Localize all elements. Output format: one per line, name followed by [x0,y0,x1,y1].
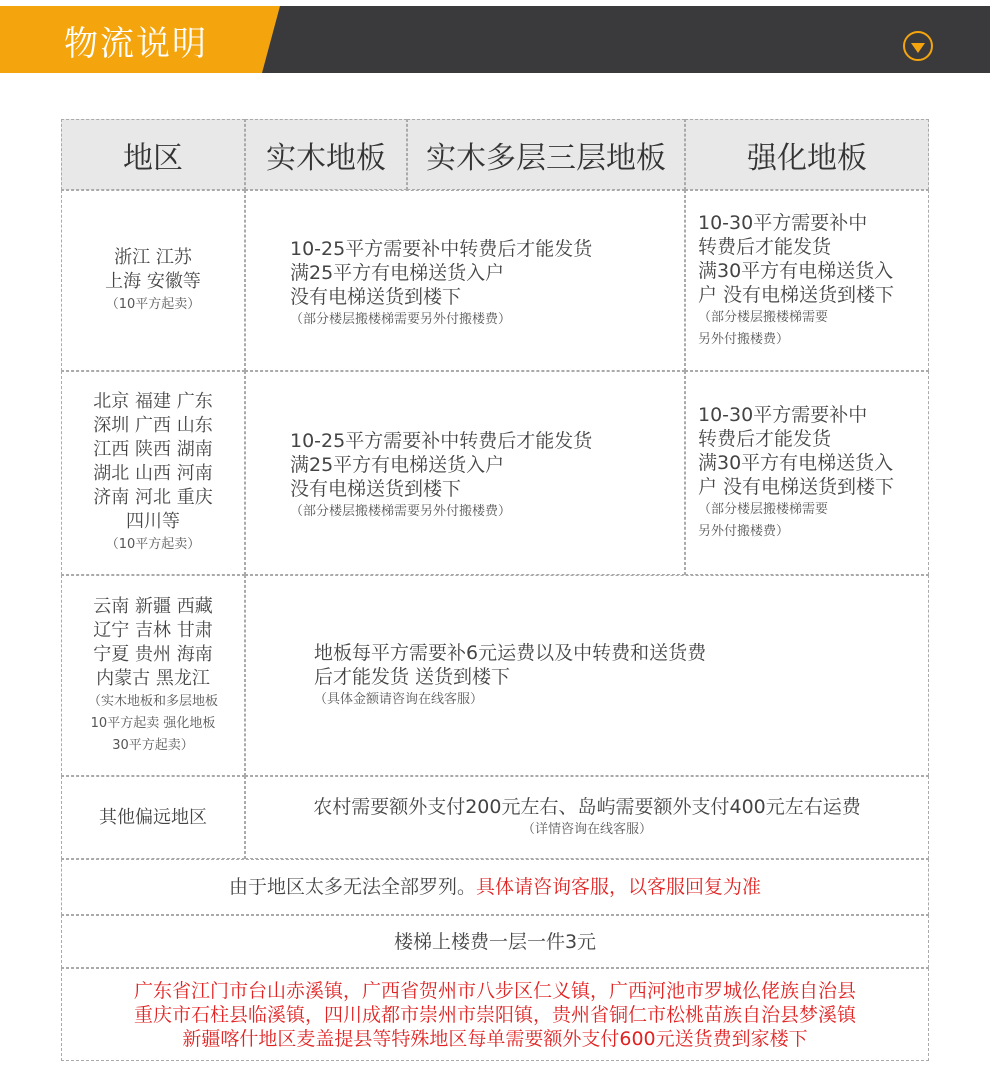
row4-region: 其他偏远地区 [61,776,245,859]
section-header [0,0,990,73]
notice-highlight: 具体请咨询客服，以客服回复为准 [476,876,762,898]
row1-laminate: 10-30平方需要补中 转费后才能发货 满30平方有电梯送货入 户 没有电梯送货到楼下 （部分楼层搬楼梯需要 另外付搬楼费） [685,190,929,371]
section-title: 物流说明 [64,24,208,64]
header-solid-wood: 实木地板 [245,119,407,190]
special-areas-row: 广东省江门市台山赤溪镇，广西省贺州市八步区仁义镇，广西河池市罗城仫佬族自治县 重庆市石柱县临溪镇，四川成都市崇州市崇阳镇，贵州省铜仁市松桃苗族自治县梦溪镇 新疆喀什地区麦盖提县等特殊地区每单需要额外支付600元送货费到家楼下 [61,968,929,1061]
header-laminate: 强化地板 [685,119,929,190]
row2-region: 北京 福建 广东 深圳 广西 山东 江西 陕西 湖南 湖北 山西 河南 济南 河北 重庆 四川等 （10平方起卖） [61,371,245,575]
notice-text: 由于地区太多无法全部罗列。 [228,876,476,898]
row1-main: 10-25平方需要补中转费后才能发货 满25平方有电梯送货入户 没有电梯送货到楼下 （部分楼层搬楼梯需要另外付搬楼费） [245,190,685,371]
header-multilayer: 实木多层三层地板 [407,119,685,190]
header-region: 地区 [61,119,245,190]
chevron-down-icon[interactable] [903,31,933,61]
row4-main: 农村需要额外支付200元左右、岛屿需要额外支付400元左右运费 （详情咨询在线客服） [245,776,929,859]
row1-region: 浙江 江苏 上海 安徽等 （10平方起卖） [61,190,245,371]
row3-main: 地板每平方需要补6元运费以及中转费和送货费 后才能发货 送货到楼下 （具体金额请咨询在线客服） [245,575,929,776]
stair-fee-row: 楼梯上楼费一层一件3元 [61,915,929,968]
logistics-table [61,119,929,1061]
row2-main: 10-25平方需要补中转费后才能发货 满25平方有电梯送货入户 没有电梯送货到楼下 （部分楼层搬楼梯需要另外付搬楼费） [245,371,685,575]
row2-laminate: 10-30平方需要补中 转费后才能发货 满30平方有电梯送货入 户 没有电梯送货到楼下 （部分楼层搬楼梯需要 另外付搬楼费） [685,371,929,575]
notice-row [61,859,929,915]
row3-region: 云南 新疆 西藏 辽宁 吉林 甘肃 宁夏 贵州 海南 内蒙古 黑龙江 （实木地板和多层地板 10平方起卖 强化地板 30平方起卖） [61,575,245,776]
